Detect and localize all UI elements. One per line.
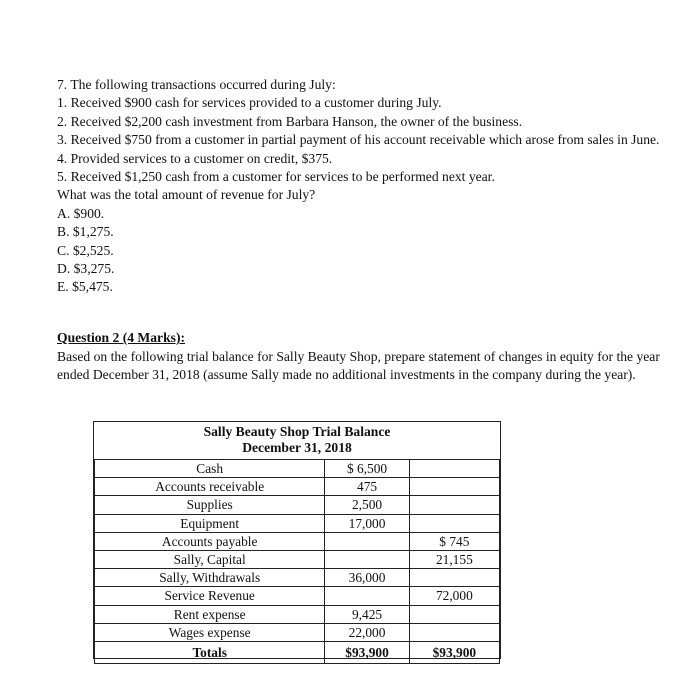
question-2-title: Question 2 (4 Marks): xyxy=(57,330,185,345)
account-cell: Accounts payable xyxy=(95,532,325,550)
question-1-prompt: What was the total amount of revenue for July? xyxy=(57,187,316,203)
question-1-intro: 7. The following transactions occurred during July: xyxy=(57,77,336,92)
credit-cell xyxy=(409,460,499,478)
totals-row xyxy=(95,641,500,663)
table-row xyxy=(95,550,500,568)
account-cell: Equipment xyxy=(95,514,325,532)
table-row xyxy=(95,532,500,550)
option-d: D. $3,275. xyxy=(57,261,115,277)
credit-cell xyxy=(409,605,499,623)
debit-cell: 475 xyxy=(325,478,409,496)
debit-cell xyxy=(325,550,409,568)
question-1 xyxy=(57,76,693,297)
totals-label: Totals xyxy=(95,641,325,663)
account-cell: Sally, Capital xyxy=(95,550,325,568)
debit-cell: 22,000 xyxy=(325,623,409,641)
account-cell: Sally, Withdrawals xyxy=(95,569,325,587)
table-row xyxy=(95,569,500,587)
option-b: B. $1,275. xyxy=(57,224,114,240)
credit-cell: $ 745 xyxy=(409,532,499,550)
debit-cell xyxy=(325,532,409,550)
transaction-2: 2. Received $2,200 cash investment from Barbara Hanson, the owner of the business. xyxy=(57,113,523,129)
option-e: E. $5,475. xyxy=(57,279,113,295)
debit-cell xyxy=(325,587,409,605)
total-debit: $93,900 xyxy=(325,641,409,663)
account-cell: Accounts receivable xyxy=(95,478,325,496)
transaction-4: 4. Provided services to a customer on credit, $375. xyxy=(57,150,333,166)
credit-cell xyxy=(409,623,499,641)
trial-balance-title: Sally Beauty Shop Trial Balance xyxy=(203,424,391,439)
table-row xyxy=(95,587,500,605)
account-cell: Supplies xyxy=(95,496,325,514)
credit-cell xyxy=(409,514,499,532)
credit-cell xyxy=(409,478,499,496)
table-row xyxy=(95,514,500,532)
account-cell: Rent expense xyxy=(95,605,325,623)
trial-balance xyxy=(93,421,501,659)
debit-cell: 9,425 xyxy=(325,605,409,623)
transaction-1: 1. Received $900 cash for services provided to a customer during July. xyxy=(57,95,442,111)
table-row xyxy=(95,478,500,496)
account-cell: Service Revenue xyxy=(95,587,325,605)
account-cell: Cash xyxy=(95,460,325,478)
table-row xyxy=(95,460,500,478)
debit-cell: 36,000 xyxy=(325,569,409,587)
credit-cell xyxy=(409,569,499,587)
credit-cell: 21,155 xyxy=(409,550,499,568)
credit-cell xyxy=(409,496,499,514)
total-credit: $93,900 xyxy=(409,641,499,663)
trial-balance-date: December 31, 2018 xyxy=(242,440,352,455)
question-2-body: Based on the following trial balance for Sally Beauty Shop, prepare statement of changes in equity for the year ended December 31, 2018 (assume Sally made no additional investments in the company during the year). xyxy=(57,349,660,382)
credit-cell: 72,000 xyxy=(409,587,499,605)
account-cell: Wages expense xyxy=(95,623,325,641)
option-c: C. $2,525. xyxy=(57,242,114,258)
debit-cell: 2,500 xyxy=(325,496,409,514)
option-a: A. $900. xyxy=(57,205,105,221)
debit-cell: $ 6,500 xyxy=(325,460,409,478)
transaction-3: 3. Received $750 from a customer in partial payment of his account receivable which arose from sales in June. xyxy=(57,132,660,148)
transaction-5: 5. Received $1,250 cash from a customer for services to be performed next year. xyxy=(57,169,495,185)
debit-cell: 17,000 xyxy=(325,514,409,532)
table-row xyxy=(95,605,500,623)
table-row xyxy=(95,496,500,514)
table-row xyxy=(95,623,500,641)
trial-balance-table xyxy=(94,459,500,664)
